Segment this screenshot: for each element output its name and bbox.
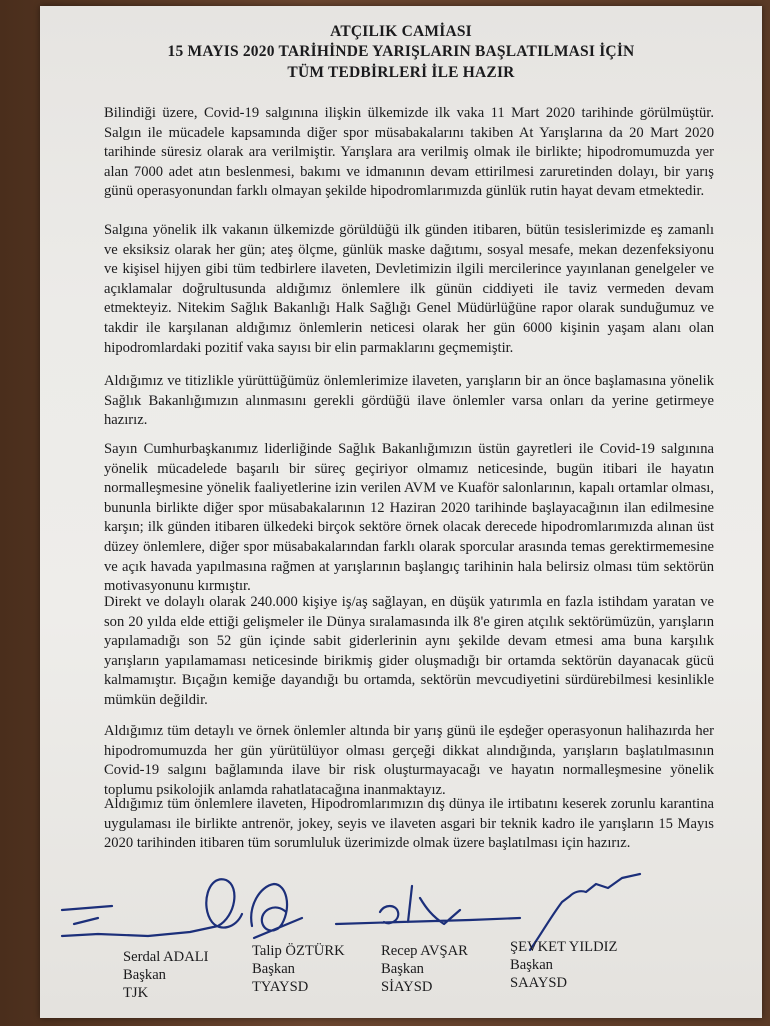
signer-name: Talip ÖZTÜRK — [252, 943, 345, 959]
document-subtitle-line-1: 15 MAYIS 2020 TARİHİNDE YARIŞLARIN BAŞLATILMASI İÇİN — [167, 43, 635, 60]
signer-name: Serdal ADALI — [123, 949, 209, 965]
document-title: ATÇILIK CAMİASI — [330, 23, 472, 40]
document-subtitle-line-2: TÜM TEDBİRLERİ İLE HAZIR — [287, 64, 515, 81]
paragraph-3: Aldığımız ve titizlikle yürüttüğümüz önlemlerimize ilaveten, yarışların bir an önce başlamasına yönelik Sağlık Bakanlığımızın alınmasını gerekli gördüğü ilave önlemler varsa onları da yerine getirmeye hazırız. — [104, 373, 714, 429]
paragraph-5: Direkt ve dolaylı olarak 240.000 kişiye iş/aş sağlayan, en düşük yatırımla en fazla istihdam yaratan ve son 20 yılda elde ettiği gelişmeler ile Dünya sıralamasında ilk 8'e giren atçılık sektörümüzün, yarışların yapılamadığı son 52 gün içinde sabit giderlerinin aynı şekilde devam etmesi ama buna karşılık yarışların yapılamaması neticesinde birikmiş gider oluşmadığı bir ortamda sektörün dayanacak gücü kalmamıştır. Bıçağın kemiğe dayandığı bu ortamda, sektörün mevcudiyetini sürdürebilmesi kesinlikle mümkün değildir. — [104, 594, 714, 708]
paragraph-4: Sayın Cumhurbaşkanımız liderliğinde Sağlık Bakanlığımızın üstün gayretleri ile Covid-19 salgınına yönelik mücadelede başarılı bir süreç geçiriyor olmamız neticesinde, bugün itibari ile hayatın normalleşmesine yönelik faaliyetlerine izin verilen AVM ve Kuaför salonlarının, kapalı ortamlar olması, bununla birlikte diğer spor müsabakalarının 12 Haziran 2020 tarihinde başlayacağının ilan edilmesine karşın; ilk günden itibaren ülkedeki birçok sektöre örnek olacak derecede hipodromlarımızda alınan üst düzey önlemlere, diğer spor müsabakalarından farklı olarak sporcular arasında temas gerektirmemesine ve açık havada yapılmasına rağmen at yarışlarının başlangıç tarihinin hala belirsiz olması tüm sektörün motivasyonunu kırmıştır. — [104, 441, 714, 595]
paragraph-6: Aldığımız tüm detaylı ve örnek önlemler altında bir yarış günü ile eşdeğer operasyonun halihazırda her hipodromumuzda her gün yürütülüyor olması gerçeği dikkat alındığında, yarışların başlatılmasının Covid-19 salgını bağlamında ilave bir risk oluşturmayacağı ve hayatın normalleşmesine yönelik toplumu psikolojik anlamda rahatlatacağına inanmaktayız. — [104, 723, 714, 798]
signer-role: Başkan — [510, 957, 553, 973]
signer-role: Başkan — [381, 961, 424, 977]
signer-block-4 — [510, 938, 617, 992]
signer-org: SİAYSD — [381, 979, 433, 995]
signer-role: Başkan — [252, 961, 295, 977]
signer-org: TJK — [123, 985, 149, 1001]
signer-name: ŞEVKET YILDIZ — [510, 939, 618, 955]
signature-1 — [62, 879, 242, 936]
paragraph-1: Bilindiği üzere, Covid-19 salgınına ilişkin ülkemizde ilk vaka 11 Mart 2020 tarihinde görülmüştür. Salgın ile mücadele kapsamında diğer spor müsabakalarını takiben At Yarışlarına da 20 Mart 2020 tarihinde süresiz olarak ara verilmiştir. Yarışlara ara verilmiş olmak ile birlikte; hipodromumuzda yer alan 7000 adet atın beslenmesi, bakımı ve idmanının devam ettirilmesi zaruretinden dolayı, bir yarış günü operasyonundan farklı olmayan şekilde hipodromlarımızda günlük rutin hayat devam etmektedir. — [104, 105, 714, 200]
paragraph-2: Salgına yönelik ilk vakanın ülkemizde görüldüğü ilk günden itibaren, bütün tesislerimizde eş zamanlı ve eksiksiz olarak her gün; ateş ölçme, günlük maske dağıtımı, sosyal mesafe, mekan dezenfeksiyonu ve kişisel hijyen gibi tüm tedbirlere ilaveten, Devletimizin ilgili mercilerince yayınlanan genelgeler ve açıklamalar doğrultusunda aldığımız önlemlere ilk günün ciddiyeti ile taviz vermeden devam etmekteyiz. Nitekim Sağlık Bakanlığı Halk Sağlığı Genel Müdürlüğüne rapor olarak sunduğumuz ve takdir ile karşılanan aldığımız önlemlerin neticesi olarak her gün 6000 kişinin yaşam alanı olan hipodromlardaki pozitif vaka sayısı bir elin parmaklarını geçmemiştir. — [104, 222, 714, 356]
letter-page — [40, 6, 762, 1018]
signer-role: Başkan — [123, 967, 166, 983]
signer-org: SAAYSD — [510, 975, 568, 991]
signature-2 — [251, 884, 302, 938]
signer-block-1 — [123, 948, 209, 1002]
signer-block-3 — [381, 942, 468, 996]
signer-name: Recep AVŞAR — [381, 943, 468, 959]
paragraph-7: Aldığımız tüm önlemlere ilaveten, Hipodromlarımızın dış dünya ile irtibatını keserek zorunlu karantina uygulaması ile birlikte antrenör, jokey, seyis ve ilaveten asgari bir teknik kadro ile yarışların 15 Mayıs 2020 tarihinden itibaren tüm sorumluluk üzerimizde olmak üzere başlatılması için hazırız. — [104, 796, 714, 852]
signer-org: TYAYSD — [252, 979, 309, 995]
signer-block-2 — [252, 942, 345, 996]
signature-3 — [336, 886, 520, 924]
